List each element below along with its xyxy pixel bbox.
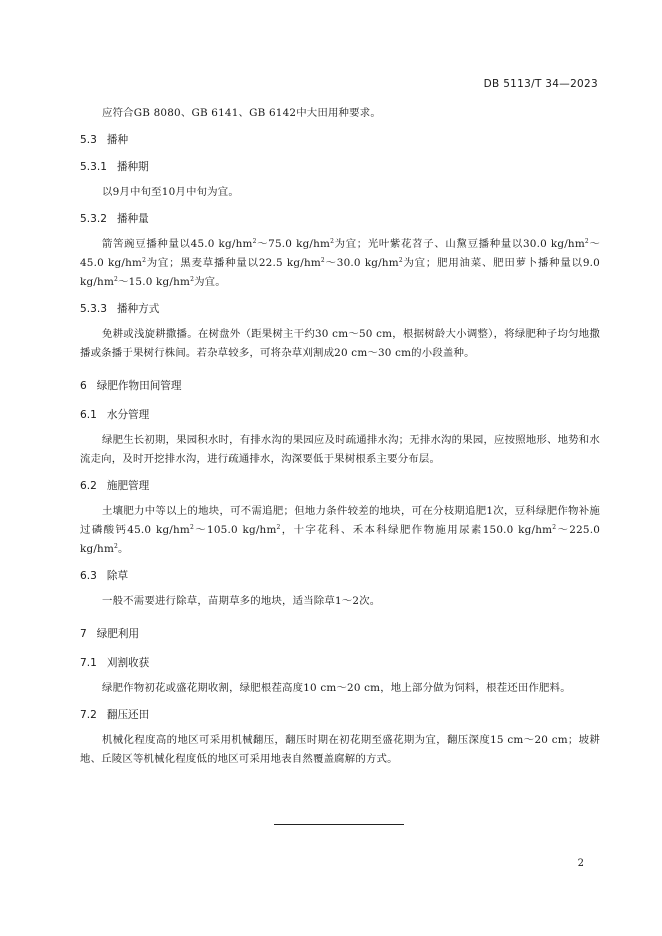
heading-title: 施肥管理 bbox=[106, 480, 150, 492]
paragraph-text: ～15.0 kg/hm bbox=[118, 276, 191, 288]
heading-number: 5.3 bbox=[80, 134, 97, 146]
end-rule bbox=[274, 824, 404, 825]
subsection-heading bbox=[80, 131, 600, 150]
superscript: 2 bbox=[252, 238, 257, 245]
heading-number: 5.3.3 bbox=[80, 303, 107, 315]
paragraph: 机械化程度高的地区可采用机械翻压，翻压时期在初花期至盛花期为宜，翻压深度15 cm～20 cm；坡耕地、丘陵区等机械化程度低的地区可采用地表自然覆盖腐解的方式。 bbox=[80, 734, 600, 765]
heading-number: 7.1 bbox=[80, 657, 97, 669]
superscript: 2 bbox=[190, 276, 195, 283]
heading-number: 7.2 bbox=[80, 709, 97, 721]
superscript: 2 bbox=[142, 257, 147, 264]
paragraph bbox=[80, 235, 600, 292]
superscript: 2 bbox=[320, 257, 325, 264]
paragraph-text: ～30.0 kg/hm bbox=[324, 257, 399, 269]
standard-code: DB 5113/T 34—2023 bbox=[483, 78, 598, 90]
paragraph: 以9月中旬至10月中旬为宜。 bbox=[102, 186, 239, 198]
paragraph-text: 为宜。 bbox=[194, 276, 226, 288]
paragraph-text: ，十字花科、禾本科绿肥作物施用尿素150.0 kg/hm bbox=[280, 524, 553, 536]
superscript: 2 bbox=[189, 524, 194, 531]
paragraph-text: 为宜；肥用油菜、肥田萝卜播种量以9.0 kg/hm bbox=[80, 257, 600, 288]
heading-title: 播种方式 bbox=[116, 303, 160, 315]
paragraph-text: 为宜；光叶紫花苕子、山黧豆播种量以30.0 kg/hm bbox=[334, 238, 585, 250]
subsection-heading bbox=[80, 654, 600, 673]
heading-number: 6 bbox=[80, 380, 87, 392]
paragraph-text: ～225.0 kg/hm bbox=[80, 524, 601, 555]
paragraph-text: 。 bbox=[118, 543, 129, 555]
subsection-heading bbox=[80, 158, 600, 177]
paragraph: 绿肥生长初期，果园积水时，有排水沟的果园应及时疏通排水沟；无排水沟的果园，应按照地形、地势和水流走向，及时开挖排水沟，进行疏通排水，沟深要低于果树根系主要分布层。 bbox=[80, 434, 600, 465]
superscript: 2 bbox=[552, 524, 557, 531]
heading-title: 除草 bbox=[106, 570, 129, 582]
section-heading bbox=[80, 625, 600, 644]
heading-number: 6.3 bbox=[80, 570, 97, 582]
subsection-heading bbox=[80, 706, 600, 725]
heading-title: 刈割收获 bbox=[106, 657, 150, 669]
paragraph bbox=[80, 502, 600, 559]
paragraph: 免耕或浅旋耕撒播。在树盘外（距果树主干约30 cm～50 cm，根据树龄大小调整），将绿肥种子均匀地撒播或条播于果树行株间。若杂草较多，可将杂草刈割成20 cm～30 cm的小段盖种。 bbox=[80, 328, 600, 359]
paragraph-text: 箭筈豌豆播种量以45.0 kg/hm bbox=[102, 238, 253, 250]
superscript: 2 bbox=[330, 238, 335, 245]
section-heading bbox=[80, 377, 600, 396]
paragraph-text: 土壤肥力中等以上的地块，可不需追肥；但地力条件较差的地块，可在分枝期追肥1次，豆科绿肥作物补施过磷酸钙45.0 kg/hm bbox=[80, 505, 600, 536]
heading-title: 绿肥作物田间管理 bbox=[96, 380, 182, 392]
heading-number: 5.3.2 bbox=[80, 213, 107, 225]
subsection-heading bbox=[80, 567, 600, 586]
superscript: 2 bbox=[114, 543, 119, 550]
paragraph-text: ～45.0 kg/hm bbox=[80, 238, 601, 269]
subsection-heading bbox=[80, 406, 600, 425]
paragraph: 应符合GB 8080、GB 6141、GB 6142中大田用种要求。 bbox=[102, 107, 381, 119]
document-body bbox=[80, 104, 600, 769]
paragraph-text: 为宜；黑麦草播种量以22.5 kg/hm bbox=[146, 257, 321, 269]
paragraph: 绿肥作物初花或盛花期收割，绿肥根茬高度10 cm～20 cm，地上部分做为饲料，根茬还田作肥料。 bbox=[102, 682, 571, 694]
superscript: 2 bbox=[276, 524, 281, 531]
heading-title: 水分管理 bbox=[106, 409, 150, 421]
heading-number: 7 bbox=[80, 628, 87, 640]
subsection-heading bbox=[80, 210, 600, 229]
paragraph-text: ～75.0 kg/hm bbox=[256, 238, 331, 250]
superscript: 2 bbox=[114, 276, 119, 283]
heading-number: 5.3.1 bbox=[80, 161, 107, 173]
superscript: 2 bbox=[398, 257, 403, 264]
subsection-heading bbox=[80, 300, 600, 319]
superscript: 2 bbox=[584, 238, 589, 245]
paragraph: 一般不需要进行除草，苗期草多的地块，适当除草1～2次。 bbox=[102, 595, 381, 607]
heading-title: 播种 bbox=[106, 134, 129, 146]
heading-title: 绿肥利用 bbox=[96, 628, 140, 640]
subsection-heading bbox=[80, 477, 600, 496]
page-number: 2 bbox=[577, 858, 584, 869]
heading-number: 6.1 bbox=[80, 409, 97, 421]
heading-title: 翻压还田 bbox=[106, 709, 150, 721]
heading-title: 播种量 bbox=[116, 213, 149, 225]
heading-title: 播种期 bbox=[116, 161, 149, 173]
heading-number: 6.2 bbox=[80, 480, 97, 492]
paragraph-text: ～105.0 kg/hm bbox=[193, 524, 277, 536]
